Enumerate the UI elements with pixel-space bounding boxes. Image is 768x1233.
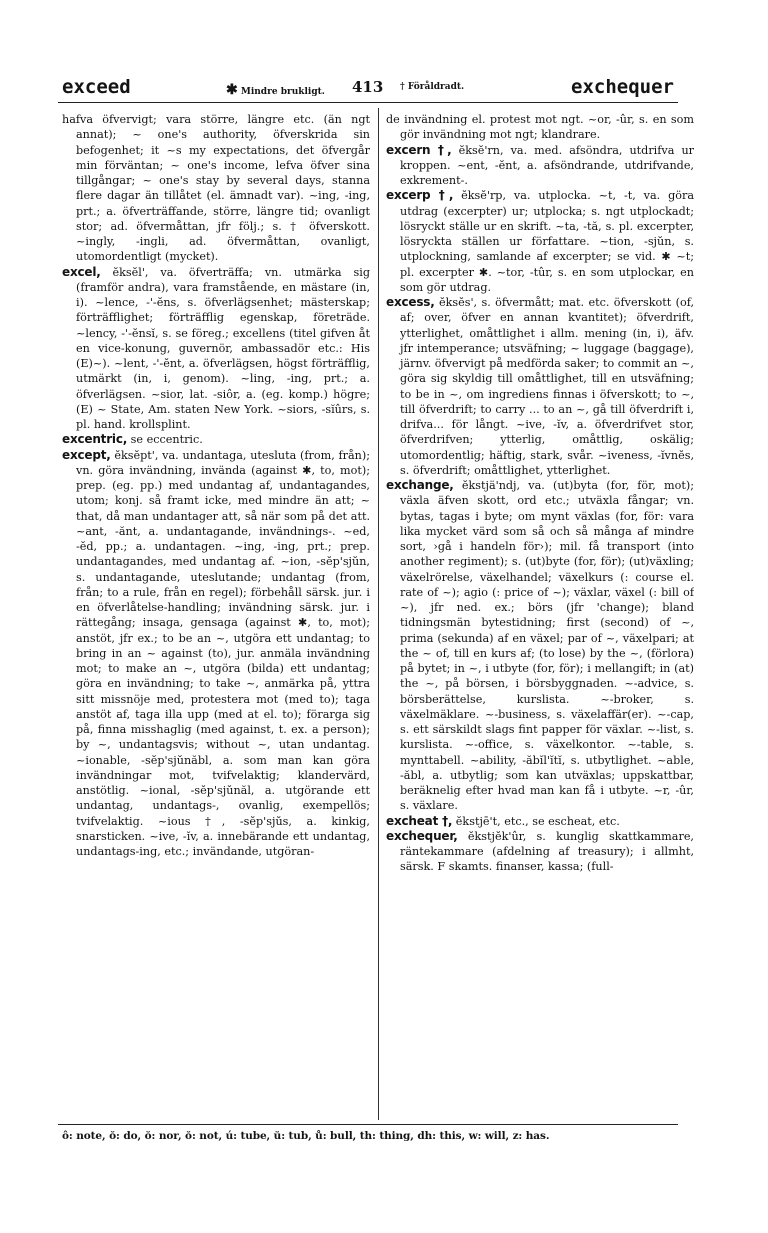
right-column (386, 112, 694, 1112)
entry-headword: exchange, (386, 478, 454, 492)
pronunciation-key: ô: note, ŏ: do, ŏ: nor, ŏ: not, ú: tube, ŭ: tub, ů: bull, th: thing, dh: this, w: will, z: has. (62, 1130, 550, 1142)
entry-headword: excern †, (386, 142, 452, 157)
footer-rule (58, 1124, 678, 1125)
dictionary-entry (386, 143, 694, 189)
entry-body: ĕksĕl', va. öfverträffa; vn. utmärka sig (framför andra), vara framstående, en mästare (in, i). ~lence, -'-ĕns, s. öfverlägsenhet; mästerskap; förträfflighet; förträfflig egenskap, företräde. ~lency, -'-ĕnsĭ, s. se föreg.; excellens (titel gifven åt en vice-konung, guvernör, ambassadör etc.: His (E)~). ~lent, -'-ĕnt, a. öfverlägsen, högst förträfflig, utmärkt (in, i, genom). ~ling, -ing, prt.; a. öfverlägsen. ~sior, lat. -siôr, a. (eg. komp.) högre; (E) ~ State, Am. staten New York. ~siors, -sĭûrs, s. pl. hand. krollsplint. (76, 265, 370, 431)
obsolete-legend: † Föråldradt. (400, 82, 465, 92)
dictionary-entry (386, 188, 694, 295)
dictionary-entry (62, 432, 370, 447)
entry-body: ĕkstjē't, etc., se escheat, etc. (452, 814, 620, 828)
star-icon: ✱ (226, 82, 238, 98)
entry-headword: exchequer, (386, 828, 458, 843)
rare-usage-legend (226, 82, 325, 98)
entry-body: ĕksĕs', s. öfvermått; mat. etc. öfverskott (of, af; over, öfver en annan kvantitet); öfverdrift, ytterlighet, omåttlighet i allm. mening (in, i), äfv. jfr intemperance; utsväfning; ~ luggage (baggage), järnv. öfvervigt på medförda saker; to commit an ~, göra sig skyldig till omåttlighet, till en utsväfning; to be in ~, om ingrediens finnas i öfverskott; to ~, till öfverdrift; to carry ... to an ~, gå till öfverdrift i, drifva... för långt. ~ive, -ĭv, a. öfverdrifvet stor, öfverdrifven; ytterlig, omåttlig, oskälig; utomordentlig; häftig, stark, svår. ~iveness, -ĭvnĕs, s. öfverdrift; omåttlighet, ytterlighet. (400, 296, 694, 477)
entry-headword: excheat †, (386, 813, 453, 828)
left-guide-word: exceed (62, 76, 131, 98)
rare-usage-label: Mindre brukligt. (240, 87, 325, 97)
entry-headword: excerp †, (386, 188, 454, 203)
entry-body: ĕksĕpt', va. undantaga, utesluta (from, från); vn. göra invändning, invända (against ✱, to, mot); prep. (eg. pp.) med undantag af, undantagandes, utom; konj. så framt icke, med mindre än att; ~ that, då man undantager att, så när som på det att. ~ant, -ănt, a. undantagande, invändnings-. ~ed, -ĕd, pp.; a. undantagen. ~ing, -ing, prt.; prep. undantagandes, med undantag af. ~ion, -sĕp'sjŭn, s. undantagande, uteslutande; undantag (from, från; to a rule, från en regel); förbehåll särsk. jur. i en öfverlåtelse-handling; invändning särsk. jur. i rättegång; insaga, gensaga (against ✱, to, mot); anstöt, jfr ex.; to be an ~, utgöra ett undantag; to bring in an ~ against (to), jur. anmäla invändning mot; to make an ~, utgöra (bilda) ett undantag; göra en invändning; to take ~, anmärka på, yttra sitt missnöje med, protestera mot (med to); taga anstöt af, taga illa upp (med at el. to); förarga sig på, finna misshaglig (med against, t. ex. a person); by ~, undantagsvis; without ~, utan undantag. ~ionable, -sĕp'sjŭnăbl, a. som man kan göra invändningar mot, tvifvelaktig; klandervärd, anstötlig. ~ional, -sĕp'sjŭnăl, a. utgörande ett undantag, undantags-, ovanlig, exempellös; tvifvelaktig. ~ious †, -sĕp'sjŭs, a. kinkig, snarsticken. ~ive, -ĭv, a. innebärande ett undantag, undantags-ing, etc.; invändande, utgöran- (76, 448, 370, 858)
dictionary-entry (62, 112, 370, 265)
entry-body: se eccentric. (127, 433, 203, 447)
right-guide-word: exchequer (571, 76, 674, 98)
left-column (62, 112, 370, 1112)
page-number: 413 (352, 78, 384, 96)
entry-headword: excess, (386, 295, 435, 309)
dictionary-entry (386, 814, 694, 829)
dictionary-entry (386, 829, 694, 875)
entry-headword: excel, (62, 264, 101, 279)
entry-body: ĕkstjĕk'ûr, s. kunglig skattkammare, räntekammare (afdelning af treasury); i allmht, särsk. F skamts. finanser, kassa; (full- (400, 829, 694, 874)
dictionary-entry (386, 478, 694, 814)
dictionary-entry (386, 112, 694, 143)
column-divider (378, 108, 379, 1120)
entry-body: ĕksĕ'rp, va. utplocka. ~t, -t, va. göra utdrag (excerpter) ur; utplocka; s. ngt utplockadt; lösryckt ställe ur en skrift. ~ta, -tă, s. pl. excerpter, lösryckta ställen ur författare. ~tion, -sjŭn, s. utplockning, samlande af excerpter; se vid. ✱ ~t; pl. excerpter ✱. ~tor, -tûr, s. en som utplockar, en som gör utdrag. (400, 189, 694, 294)
entry-body: hafva öfvervigt; vara större, längre etc. (än ngt annat); ~ one's authority, öfverskrida sin befogenhet; it ~s my expectations, det öfvergår min förväntan; ~ one's income, lefva öfver sina tillgångar; ~ one's stay by several days, stanna flere dagar än tillåtet (el. ämnadt var). ~ing, -ing, prt.; a. öfverträffande, större, längre tid; ovanligt stor; ad. öfvermåttan, jfr följ.; s. † öfverskott. ~ingly, -ingli, ad. öfvermåttan, ovanligt, utomordentligt (mycket). (62, 113, 370, 264)
entry-headword: except, (62, 447, 111, 462)
dictionary-entry (386, 295, 694, 478)
header-rule (58, 102, 678, 103)
entry-headword: excentric, (62, 432, 128, 447)
entry-body: ĕkstjä'ndj, va. (ut)byta (for, för, mot); växla äfven skott, ord etc.; utväxla fångar; vn. bytas, tagas i byte; om mynt växlas (for, för: vara lika mycket värd som så och så många af mindre sort, ›gå i handeln för›); mil. få transport (into another regiment); s. (ut)byte (for, för); (ut)växling; växelrörelse, växelhandel; växelkurs (: course el. rate of ~); agio (: price of ~); växlar, växel (: bill of ~), jfr ned. ex.; börs (jfr 'change); bland tidningsmän bytestidning; first (second) of ~, prima (sekunda) af en växel; par of ~, växelpari; at the ~ of, till en kurs af; (to lose) by the ~, (förlora) på bytet; in ~, i utbyte (for, för); i mellangift; in (at) the ~, på börsen, i börsbyggnaden. ~-advice, s. börsberättelse, kurslista. ~-broker, s. växelmäklare. ~-business, s. växelaffär(er). ~-cap, s. ett särskildt slags fint papper för växlar. ~-list, s. kurslista. ~-office, s. växelkontor. ~-table, s. mynttabell. ~ability, -ăbĭl'ĭtĭ, s. utbytlighet. ~able, -ăbl, a. utbytlig; som kan utväxlas; uppskattbar, beräknelig efter hvad man kan få i utbyte. ~r, -ûr, s. växlare. (400, 479, 694, 813)
dictionary-entry (62, 265, 370, 433)
dictionary-entry (62, 448, 370, 860)
entry-body: de invändning el. protest mot ngt. ~or, -ûr, s. en som gör invändning mot ngt; klandrare. (386, 113, 694, 142)
entry-body: ĕksĕ'rn, va. med. afsöndra, utdrifva ur kroppen. ~ent, -ĕnt, a. afsöndrande, utdrifvande, exkrement-. (400, 143, 694, 187)
